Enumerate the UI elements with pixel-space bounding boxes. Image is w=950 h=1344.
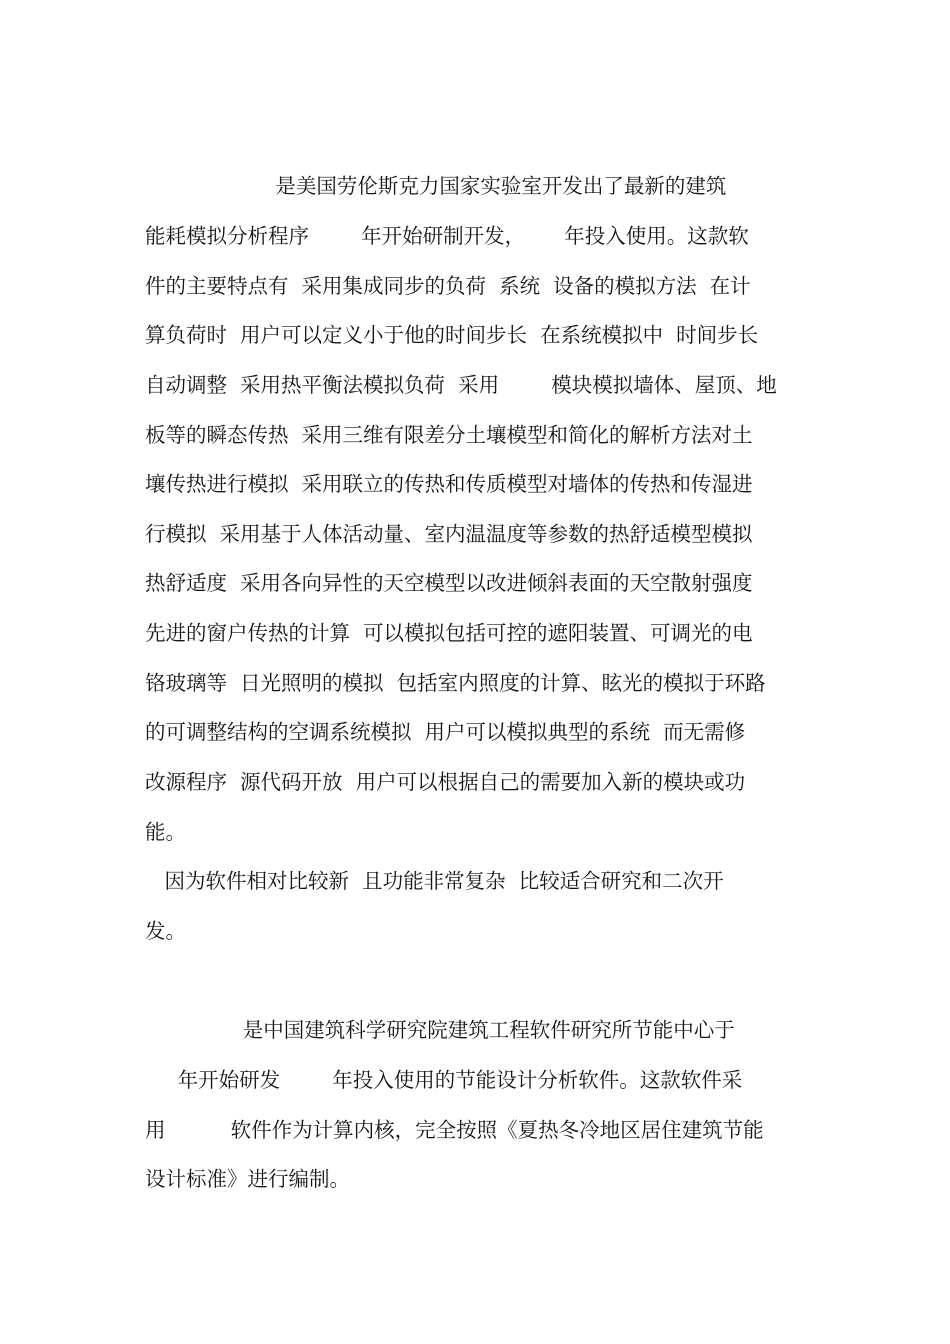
text-line: 用 软件作为计算内核，完全按照《夏热冬冷地区居住建筑节能 — [145, 1118, 764, 1142]
text-line: 自动调整 采用热平衡法模拟负荷 采用 模块模拟墙体、屋顶、地 — [145, 373, 777, 397]
text-line: 铬玻璃等 日光照明的模拟 包括室内照度的计算、眩光的模拟于环路 — [145, 671, 766, 695]
text-line: 行模拟 采用基于人体活动量、室内温温度等参数的热舒适模型模拟 — [145, 522, 753, 546]
text-line: 的可调整结构的空调系统模拟 用户可以模拟典型的系统 而无需修 — [145, 720, 746, 744]
text-line: 能。 — [145, 820, 186, 844]
text-line: 设计标准》进行编制。 — [145, 1167, 350, 1191]
text-line: 是美国劳伦斯克力国家实验室开发出了最新的建筑 — [145, 174, 727, 198]
text-line: 改源程序 源代码开放 用户可以根据自己的需要加入新的模块或功 — [145, 770, 746, 794]
text-line: 是中国建筑科学研究院建筑工程软件研究所节能中心于 — [145, 1018, 735, 1042]
text-line: 发。 — [145, 919, 186, 943]
text-line: 板等的瞬态传热 采用三维有限差分土壤模型和简化的解析方法对土 — [145, 423, 753, 447]
text-line: 能耗模拟分析程序 年开始研制开发， 年投入使用。这款软 — [145, 224, 749, 248]
text-line: 先进的窗户传热的计算 可以模拟包括可控的遮阳装置、可调光的电 — [145, 621, 753, 645]
text-line: 因为软件相对比较新 且功能非常复杂 比较适合研究和二次开 — [145, 869, 724, 893]
text-line: 算负荷时 用户可以定义小于他的时间步长 在系统模拟中 时间步长 — [145, 323, 759, 347]
text-line: 年开始研发 年投入使用的节能设计分析软件。这款软件采 — [145, 1068, 743, 1092]
text-line: 壤传热进行模拟 采用联立的传热和传质模型对墙体的传热和传湿进 — [145, 472, 753, 496]
text-line: 热舒适度 采用各向异性的天空模型以改进倾斜表面的天空散射强度 — [145, 571, 753, 595]
text-line: 件的主要特点有 采用集成同步的负荷 系统 设备的模拟方法 在计 — [145, 274, 751, 298]
